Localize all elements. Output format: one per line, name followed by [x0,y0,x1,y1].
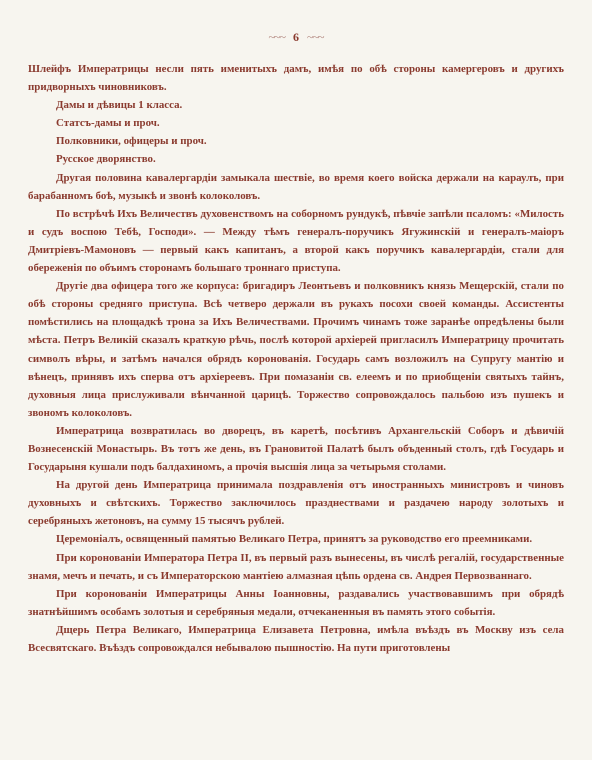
paragraph: Другая половина кавалергардiи замыкала шествiе, во время коего войска держали на караулъ, при барабанномъ боѣ, музыкѣ и звонѣ колоколовъ. [28,171,564,202]
paragraph: Дамы и дѣвицы 1 класса. [56,99,183,112]
paragraph: Статсъ-дамы и проч. [56,117,160,130]
page-header [28,24,564,50]
paragraph: При коронованiи Императрицы Анны Iоанновны, раздавались участвовавшимъ при обрядѣ знатнѣйшимъ особамъ золотыя и серебряныя медали, отчеканенныя въ память этого событiя. [28,587,564,618]
paragraph: Императрица возвратилась во дворецъ, въ каретѣ, посѣтивъ Архангельскiй Соборъ и дѣвичiй Вознесенскiй Монастырь. Въ тотъ же день, въ Грановитой Палатѣ былъ объденный столъ, гдѣ Государь и Государыня кушали подъ балдахиномъ, а прочiя высшiя лица за четырьмя столами. [28,424,564,474]
paragraph: Русское дворянство. [56,153,156,166]
paragraph: Полковники, офицеры и проч. [56,135,207,148]
paragraph: При коронованiи Императора Петра II, въ первый разъ вынесены, въ числѣ регалiй, государственные знамя, мечъ и печать, и съ Императорскою мантiею алмазная цѣпь ордена св. Андрея Первозваннаго. [28,551,564,582]
paragraph: Церемонiалъ, освященный памятью Великаго Петра, принятъ за руководство его преемниками. [56,533,533,546]
paragraph: Шлейфъ Императрицы несли пять именитыхъ дамъ, имѣя по обѣ стороны камергеровъ и другихъ придворныхъ чиновниковъ. [28,63,564,94]
ornament-right: ~~~ [307,29,324,44]
paragraph: На другой день Императрица принимала поздравленiя отъ иностранныхъ министровъ и чиновъ духовныхъ и свѣтскихъ. Торжество заключилось празднествами и раздачею народу золотыхъ и серебряныхъ жетоновъ, на сумму 15 тысячъ рублей. [28,479,564,528]
page-number: 6 [293,29,299,44]
body-text [28,60,564,657]
paragraph: Дщерь Петра Великаго, Императрица Елизавета Петровна, имѣла въѣздъ въ Москву изъ села Всесвятскаго. Въѣздъ сопровождался небывалою пышностiю. На пути приготовлены [28,623,564,654]
ornament-left: ~~~ [268,29,285,44]
paragraph: По встрѣчѣ Ихъ Величествъ духовенствомъ на соборномъ рундукѣ, пѣвчiе запѣли псаломъ: «Милость и судъ воспою Тебѣ, Господи». — Между тѣмъ генералъ-поручикъ Ягужинскiй и генералъ-маiоръ Дмитрiевъ-Мамоновъ — первый какъ капитанъ, а второй какъ поручикъ кавалергардiи, стали для обереженiя по объимъ сторонамъ большаго троннаго приступа. [28,207,564,275]
paragraph: Другiе два офицера того же корпуса: бригадиръ Леонтьевъ и полковникъ князь Мещерскiй, стали по обѣ стороны средняго приступа. Всѣ четверо держали въ рукахъ посохи своей команды. Ассистенты помѣстились на площадкѣ трона за Ихъ Величествами. Прочимъ чинамъ тоже заранѣе опредѣлены были мѣста. Петръ Великiй сказалъ краткую рѣчь, послѣ которой архiерей пригласилъ Императрицу прочитать символъ вѣры, и затѣмъ началcя обрядъ коронованiя. Государь самъ возложилъ на Супругу мантiю и вѣнецъ, принявъ ихъ сперва отъ архiереевъ. При помазанiи св. елеемъ и по приобщенiи святыхъ тайнъ, духовныя лица прислуживали вѣнчанной царицѣ. Торжество сопровождалось пальбою изъ пушекъ и звономъ колоколовъ. [28,280,564,419]
